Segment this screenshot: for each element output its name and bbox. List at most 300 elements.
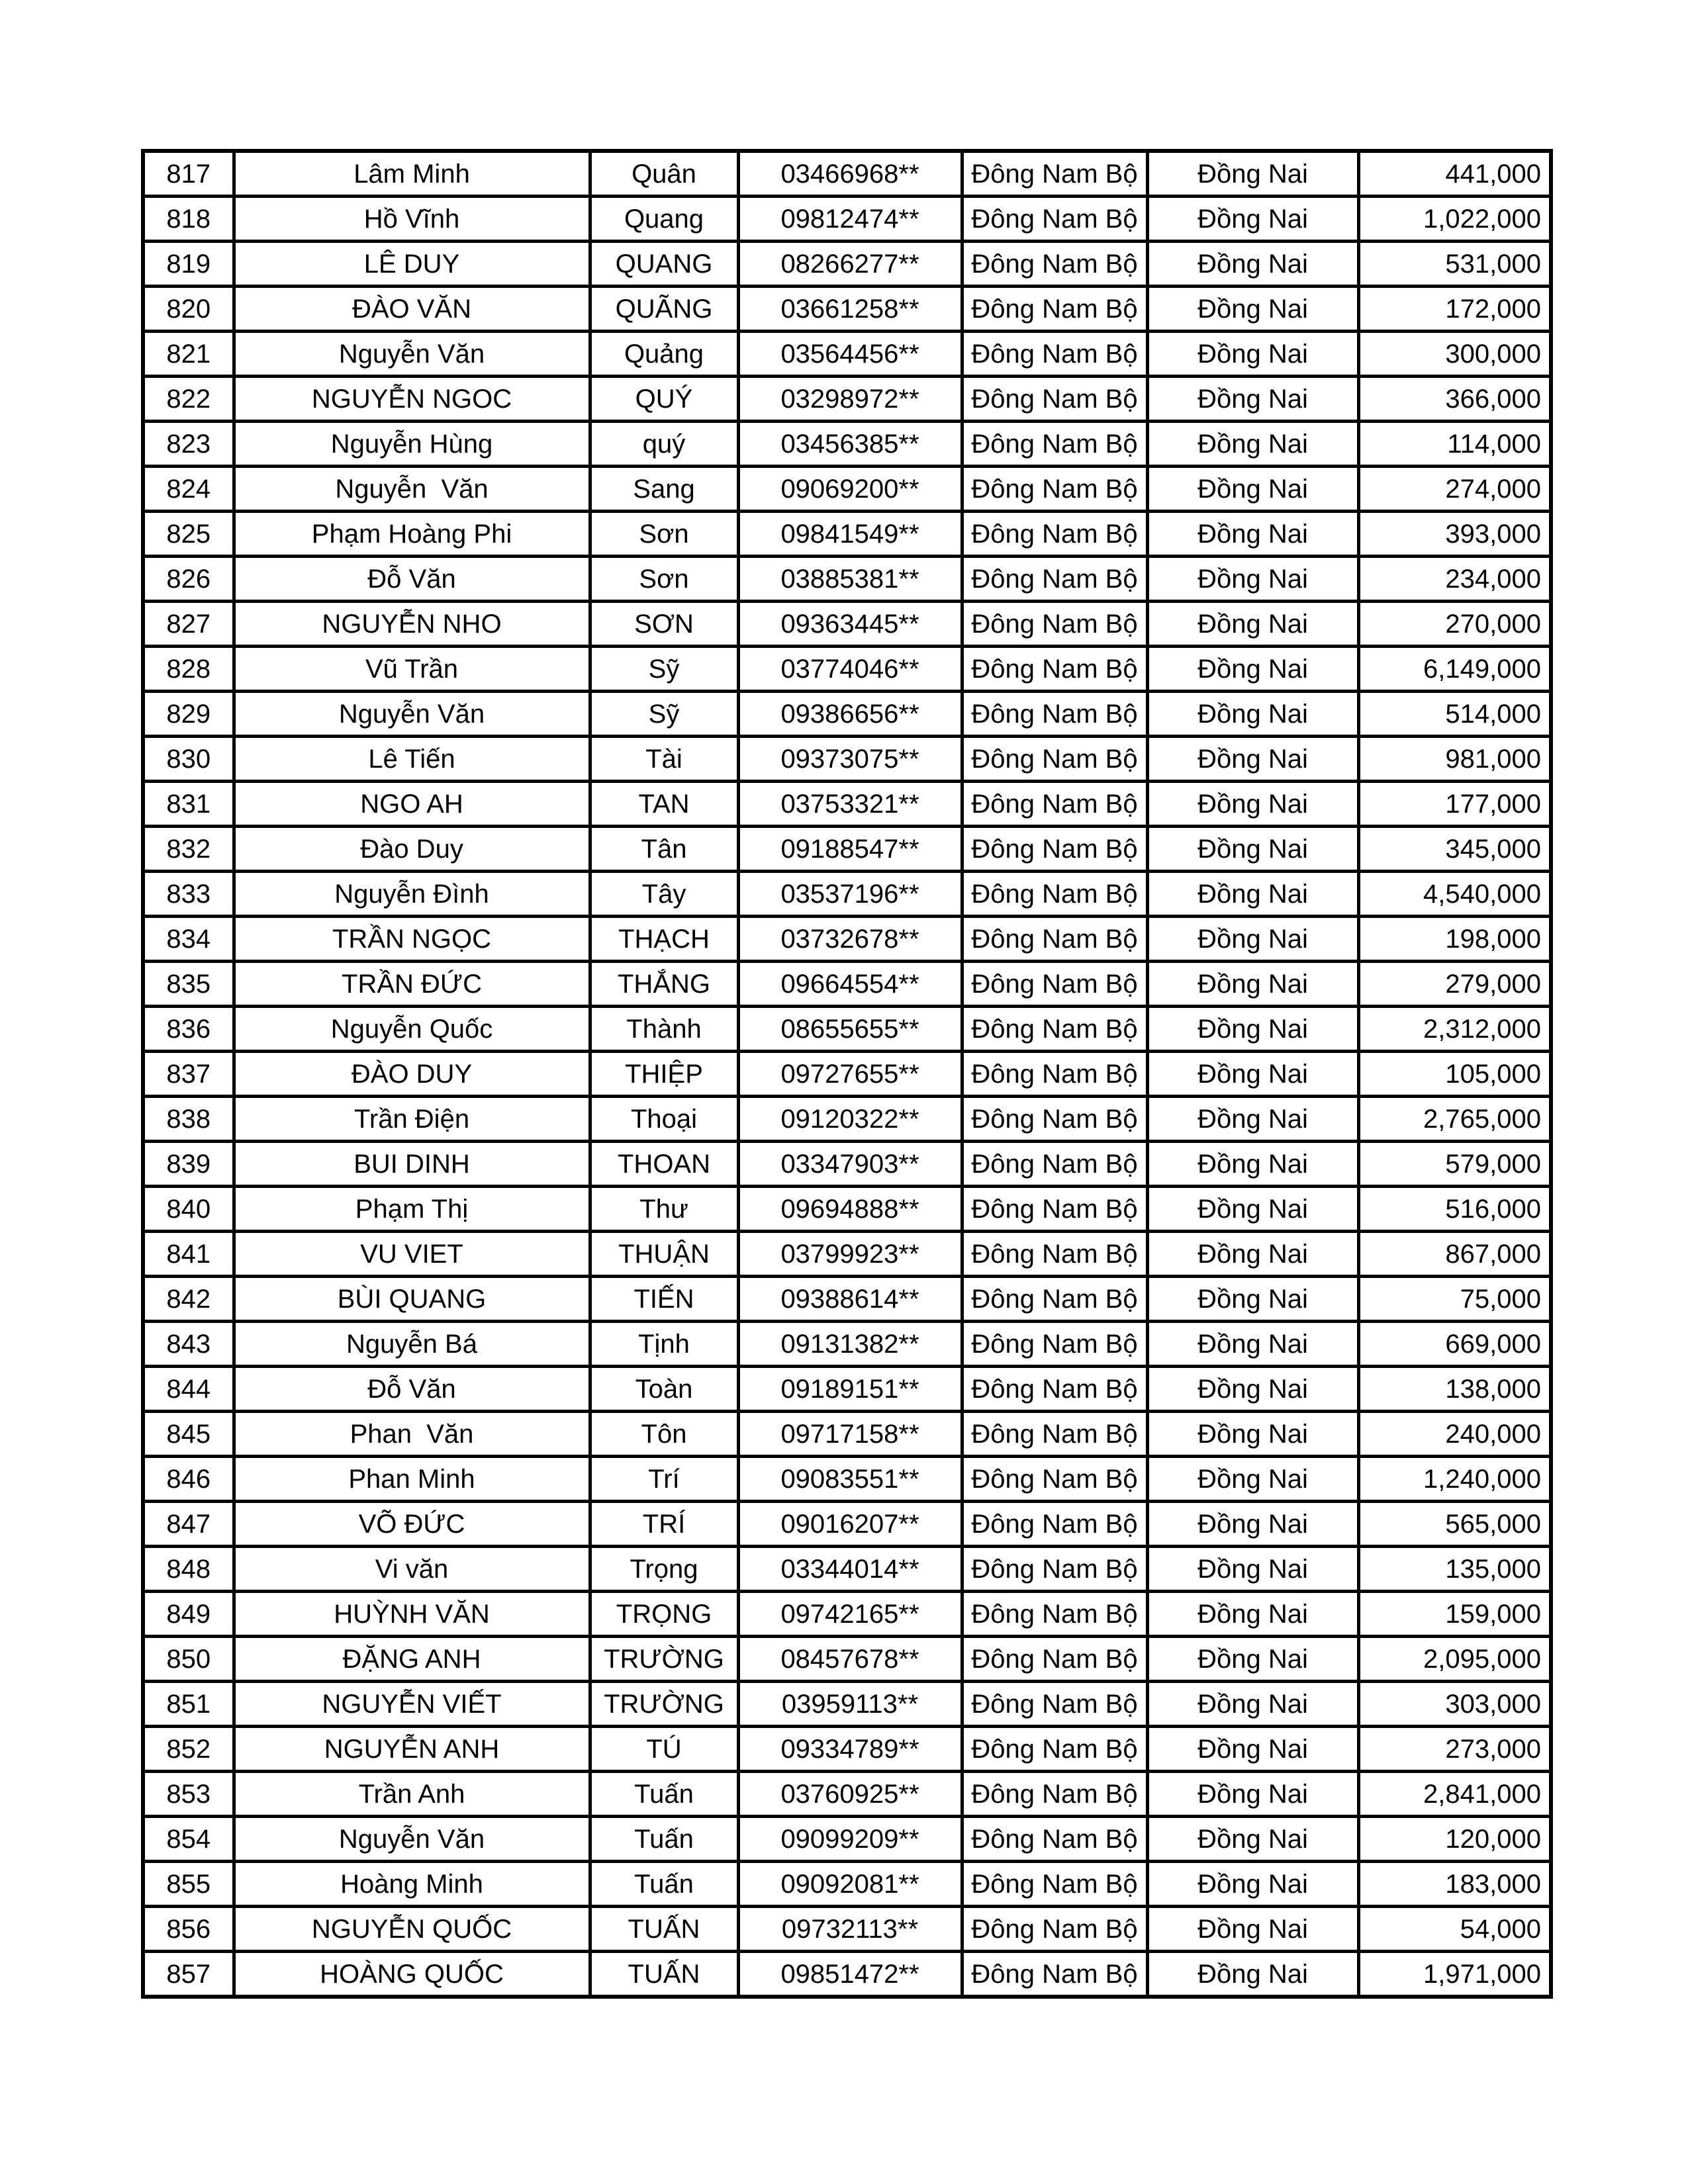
table-row	[143, 287, 1551, 332]
cell-region: Đông Nam Bộ	[962, 1187, 1147, 1232]
table-row	[143, 1187, 1551, 1232]
cell-province: Đồng Nai	[1147, 1097, 1358, 1142]
cell-id: 820	[143, 287, 234, 332]
cell-last-name: TRỌNG	[590, 1592, 738, 1637]
cell-last-name: Tuấn	[590, 1817, 738, 1862]
cell-phone: 09386656**	[738, 692, 962, 737]
cell-last-name: Sang	[590, 467, 738, 512]
cell-phone: 09851472**	[738, 1952, 962, 1997]
cell-province: Đồng Nai	[1147, 1142, 1358, 1187]
cell-first-name: BUI DINH	[234, 1142, 590, 1187]
cell-first-name: TRẦN ĐỨC	[234, 962, 590, 1007]
cell-province: Đồng Nai	[1147, 197, 1358, 242]
cell-amount: 6,149,000	[1358, 647, 1551, 692]
cell-province: Đồng Nai	[1147, 1907, 1358, 1952]
cell-amount: 300,000	[1358, 332, 1551, 377]
cell-id: 850	[143, 1637, 234, 1682]
cell-region: Đông Nam Bộ	[962, 1052, 1147, 1097]
cell-amount: 172,000	[1358, 287, 1551, 332]
cell-phone: 03537196**	[738, 872, 962, 917]
cell-region: Đông Nam Bộ	[962, 1637, 1147, 1682]
cell-region: Đông Nam Bộ	[962, 197, 1147, 242]
cell-first-name: Đào Duy	[234, 827, 590, 872]
cell-region: Đông Nam Bộ	[962, 1367, 1147, 1412]
table-row	[143, 917, 1551, 962]
cell-last-name: Sơn	[590, 557, 738, 602]
cell-last-name: Tân	[590, 827, 738, 872]
cell-amount: 514,000	[1358, 692, 1551, 737]
cell-region: Đông Nam Bộ	[962, 467, 1147, 512]
table-row	[143, 512, 1551, 557]
cell-id: 842	[143, 1277, 234, 1322]
cell-first-name: Nguyễn Hùng	[234, 422, 590, 467]
cell-province: Đồng Nai	[1147, 1547, 1358, 1592]
cell-id: 827	[143, 602, 234, 647]
cell-region: Đông Nam Bộ	[962, 1817, 1147, 1862]
table-row	[143, 1637, 1551, 1682]
cell-province: Đồng Nai	[1147, 737, 1358, 782]
cell-amount: 240,000	[1358, 1412, 1551, 1457]
table-row	[143, 1817, 1551, 1862]
cell-first-name: Hồ Vĩnh	[234, 197, 590, 242]
cell-id: 843	[143, 1322, 234, 1367]
table-row	[143, 602, 1551, 647]
table-row	[143, 151, 1551, 197]
cell-amount: 183,000	[1358, 1862, 1551, 1907]
cell-amount: 2,765,000	[1358, 1097, 1551, 1142]
cell-id: 823	[143, 422, 234, 467]
table-row	[143, 197, 1551, 242]
table-row	[143, 1142, 1551, 1187]
cell-last-name: TRƯỜNG	[590, 1637, 738, 1682]
cell-last-name: SƠN	[590, 602, 738, 647]
cell-first-name: LÊ DUY	[234, 242, 590, 287]
cell-amount: 345,000	[1358, 827, 1551, 872]
cell-id: 847	[143, 1502, 234, 1547]
donor-list-table	[141, 149, 1553, 1999]
table-row	[143, 1367, 1551, 1412]
cell-province: Đồng Nai	[1147, 827, 1358, 872]
cell-first-name: Nguyễn Văn	[234, 332, 590, 377]
cell-amount: 138,000	[1358, 1367, 1551, 1412]
cell-id: 822	[143, 377, 234, 422]
table-row	[143, 1277, 1551, 1322]
cell-region: Đông Nam Bộ	[962, 872, 1147, 917]
cell-phone: 09334789**	[738, 1727, 962, 1772]
cell-phone: 03774046**	[738, 647, 962, 692]
cell-first-name: Đỗ Văn	[234, 557, 590, 602]
cell-amount: 516,000	[1358, 1187, 1551, 1232]
table-row	[143, 242, 1551, 287]
cell-region: Đông Nam Bộ	[962, 962, 1147, 1007]
table-row	[143, 467, 1551, 512]
cell-province: Đồng Nai	[1147, 512, 1358, 557]
cell-province: Đồng Nai	[1147, 1637, 1358, 1682]
cell-phone: 03732678**	[738, 917, 962, 962]
cell-last-name: THẠCH	[590, 917, 738, 962]
cell-first-name: Phan Minh	[234, 1457, 590, 1502]
cell-last-name: THUẬN	[590, 1232, 738, 1277]
cell-last-name: Trọng	[590, 1547, 738, 1592]
cell-id: 849	[143, 1592, 234, 1637]
cell-first-name: BÙI QUANG	[234, 1277, 590, 1322]
cell-first-name: HOÀNG QUỐC	[234, 1952, 590, 1997]
cell-phone: 09742165**	[738, 1592, 962, 1637]
cell-first-name: NGUYỄN VIẾT	[234, 1682, 590, 1727]
cell-id: 819	[143, 242, 234, 287]
cell-province: Đồng Nai	[1147, 602, 1358, 647]
cell-phone: 09717158**	[738, 1412, 962, 1457]
cell-province: Đồng Nai	[1147, 1052, 1358, 1097]
table-row	[143, 647, 1551, 692]
cell-id: 844	[143, 1367, 234, 1412]
cell-province: Đồng Nai	[1147, 1367, 1358, 1412]
table-row	[143, 557, 1551, 602]
cell-first-name: ĐÀO DUY	[234, 1052, 590, 1097]
cell-amount: 1,240,000	[1358, 1457, 1551, 1502]
cell-phone: 03885381**	[738, 557, 962, 602]
table-row	[143, 1907, 1551, 1952]
table-row	[143, 1412, 1551, 1457]
cell-last-name: THOAN	[590, 1142, 738, 1187]
cell-amount: 393,000	[1358, 512, 1551, 557]
table-row	[143, 1682, 1551, 1727]
cell-region: Đông Nam Bộ	[962, 1547, 1147, 1592]
cell-last-name: Sỹ	[590, 692, 738, 737]
cell-region: Đông Nam Bộ	[962, 1412, 1147, 1457]
table-row	[143, 1322, 1551, 1367]
cell-phone: 09727655**	[738, 1052, 962, 1097]
cell-province: Đồng Nai	[1147, 1592, 1358, 1637]
cell-first-name: Phạm Thị	[234, 1187, 590, 1232]
cell-id: 825	[143, 512, 234, 557]
cell-id: 846	[143, 1457, 234, 1502]
cell-id: 855	[143, 1862, 234, 1907]
table-row	[143, 1547, 1551, 1592]
cell-first-name: Nguyễn Đình	[234, 872, 590, 917]
table-body	[143, 151, 1551, 1997]
cell-last-name: Tài	[590, 737, 738, 782]
cell-phone: 09120322**	[738, 1097, 962, 1142]
cell-first-name: Nguyễn Bá	[234, 1322, 590, 1367]
cell-amount: 1,971,000	[1358, 1952, 1551, 1997]
cell-phone: 09388614**	[738, 1277, 962, 1322]
cell-province: Đồng Nai	[1147, 1682, 1358, 1727]
cell-region: Đông Nam Bộ	[962, 422, 1147, 467]
cell-id: 839	[143, 1142, 234, 1187]
cell-amount: 105,000	[1358, 1052, 1551, 1097]
cell-province: Đồng Nai	[1147, 647, 1358, 692]
cell-phone: 09373075**	[738, 737, 962, 782]
cell-phone: 09016207**	[738, 1502, 962, 1547]
cell-last-name: Thoại	[590, 1097, 738, 1142]
cell-region: Đông Nam Bộ	[962, 1907, 1147, 1952]
cell-phone: 09131382**	[738, 1322, 962, 1367]
cell-phone: 09069200**	[738, 467, 962, 512]
cell-id: 836	[143, 1007, 234, 1052]
cell-region: Đông Nam Bộ	[962, 1682, 1147, 1727]
cell-last-name: Tây	[590, 872, 738, 917]
table-row	[143, 1052, 1551, 1097]
cell-id: 830	[143, 737, 234, 782]
cell-id: 834	[143, 917, 234, 962]
cell-id: 848	[143, 1547, 234, 1592]
table-row	[143, 1457, 1551, 1502]
cell-amount: 274,000	[1358, 467, 1551, 512]
cell-amount: 198,000	[1358, 917, 1551, 962]
cell-id: 840	[143, 1187, 234, 1232]
cell-last-name: Sơn	[590, 512, 738, 557]
cell-phone: 03661258**	[738, 287, 962, 332]
cell-first-name: NGUYỄN NGOC	[234, 377, 590, 422]
cell-first-name: ĐẶNG ANH	[234, 1637, 590, 1682]
cell-amount: 441,000	[1358, 151, 1551, 197]
cell-amount: 669,000	[1358, 1322, 1551, 1367]
cell-amount: 531,000	[1358, 242, 1551, 287]
cell-first-name: HUỲNH VĂN	[234, 1592, 590, 1637]
cell-phone: 03344014**	[738, 1547, 962, 1592]
cell-region: Đông Nam Bộ	[962, 1142, 1147, 1187]
cell-region: Đông Nam Bộ	[962, 1277, 1147, 1322]
cell-last-name: Quảng	[590, 332, 738, 377]
cell-phone: 03760925**	[738, 1772, 962, 1817]
cell-id: 841	[143, 1232, 234, 1277]
cell-first-name: Trần Điện	[234, 1097, 590, 1142]
cell-amount: 135,000	[1358, 1547, 1551, 1592]
table-row	[143, 1952, 1551, 1997]
cell-last-name: Tôn	[590, 1412, 738, 1457]
cell-last-name: Tuấn	[590, 1862, 738, 1907]
cell-last-name: Thư	[590, 1187, 738, 1232]
cell-province: Đồng Nai	[1147, 962, 1358, 1007]
cell-id: 838	[143, 1097, 234, 1142]
cell-id: 835	[143, 962, 234, 1007]
cell-province: Đồng Nai	[1147, 422, 1358, 467]
cell-last-name: Trí	[590, 1457, 738, 1502]
cell-id: 852	[143, 1727, 234, 1772]
cell-phone: 09812474**	[738, 197, 962, 242]
cell-province: Đồng Nai	[1147, 1727, 1358, 1772]
cell-province: Đồng Nai	[1147, 1322, 1358, 1367]
cell-last-name: TRÍ	[590, 1502, 738, 1547]
cell-last-name: Quân	[590, 151, 738, 197]
cell-amount: 981,000	[1358, 737, 1551, 782]
cell-region: Đông Nam Bộ	[962, 377, 1147, 422]
cell-amount: 114,000	[1358, 422, 1551, 467]
cell-last-name: Tịnh	[590, 1322, 738, 1367]
cell-last-name: TIẾN	[590, 1277, 738, 1322]
cell-region: Đông Nam Bộ	[962, 1592, 1147, 1637]
cell-region: Đông Nam Bộ	[962, 242, 1147, 287]
cell-phone: 09188547**	[738, 827, 962, 872]
cell-phone: 09363445**	[738, 602, 962, 647]
cell-region: Đông Nam Bộ	[962, 151, 1147, 197]
cell-first-name: ĐÀO VĂN	[234, 287, 590, 332]
cell-region: Đông Nam Bộ	[962, 287, 1147, 332]
cell-phone: 09099209**	[738, 1817, 962, 1862]
cell-amount: 366,000	[1358, 377, 1551, 422]
table-row	[143, 1007, 1551, 1052]
cell-province: Đồng Nai	[1147, 1412, 1358, 1457]
cell-phone: 03347903**	[738, 1142, 962, 1187]
cell-phone: 03799923**	[738, 1232, 962, 1277]
cell-amount: 2,841,000	[1358, 1772, 1551, 1817]
cell-amount: 177,000	[1358, 782, 1551, 827]
table-row	[143, 962, 1551, 1007]
cell-region: Đông Nam Bộ	[962, 647, 1147, 692]
cell-region: Đông Nam Bộ	[962, 1952, 1147, 1997]
cell-last-name: TUẤN	[590, 1907, 738, 1952]
cell-first-name: Hoàng Minh	[234, 1862, 590, 1907]
cell-last-name: Tuấn	[590, 1772, 738, 1817]
cell-region: Đông Nam Bộ	[962, 782, 1147, 827]
cell-last-name: TUẤN	[590, 1952, 738, 1997]
cell-region: Đông Nam Bộ	[962, 1502, 1147, 1547]
cell-amount: 303,000	[1358, 1682, 1551, 1727]
table-row	[143, 1097, 1551, 1142]
cell-first-name: Nguyễn Văn	[234, 467, 590, 512]
cell-id: 845	[143, 1412, 234, 1457]
cell-region: Đông Nam Bộ	[962, 1457, 1147, 1502]
cell-id: 817	[143, 151, 234, 197]
cell-phone: 03298972**	[738, 377, 962, 422]
cell-region: Đông Nam Bộ	[962, 737, 1147, 782]
cell-first-name: NGUYỄN QUỐC	[234, 1907, 590, 1952]
table-row	[143, 1502, 1551, 1547]
cell-amount: 54,000	[1358, 1907, 1551, 1952]
cell-first-name: Vũ Trần	[234, 647, 590, 692]
cell-region: Đông Nam Bộ	[962, 692, 1147, 737]
cell-id: 821	[143, 332, 234, 377]
cell-first-name: Nguyễn Quốc	[234, 1007, 590, 1052]
cell-province: Đồng Nai	[1147, 1952, 1358, 1997]
cell-id: 853	[143, 1772, 234, 1817]
cell-amount: 579,000	[1358, 1142, 1551, 1187]
cell-id: 831	[143, 782, 234, 827]
cell-id: 829	[143, 692, 234, 737]
cell-province: Đồng Nai	[1147, 1862, 1358, 1907]
cell-id: 854	[143, 1817, 234, 1862]
cell-last-name: TÚ	[590, 1727, 738, 1772]
table-row	[143, 1862, 1551, 1907]
cell-first-name: NGUYỄN ANH	[234, 1727, 590, 1772]
cell-province: Đồng Nai	[1147, 1502, 1358, 1547]
cell-last-name: Quang	[590, 197, 738, 242]
table-row	[143, 1772, 1551, 1817]
cell-phone: 09694888**	[738, 1187, 962, 1232]
cell-first-name: VU VIET	[234, 1232, 590, 1277]
cell-province: Đồng Nai	[1147, 1007, 1358, 1052]
cell-province: Đồng Nai	[1147, 782, 1358, 827]
cell-first-name: Trần Anh	[234, 1772, 590, 1817]
cell-last-name: TAN	[590, 782, 738, 827]
cell-last-name: QUÃNG	[590, 287, 738, 332]
cell-first-name: Phan Văn	[234, 1412, 590, 1457]
cell-phone: 03959113**	[738, 1682, 962, 1727]
cell-phone: 03753321**	[738, 782, 962, 827]
table-row	[143, 737, 1551, 782]
cell-province: Đồng Nai	[1147, 1187, 1358, 1232]
table-row	[143, 827, 1551, 872]
table-row	[143, 1592, 1551, 1637]
cell-last-name: QUANG	[590, 242, 738, 287]
cell-id: 824	[143, 467, 234, 512]
cell-region: Đông Nam Bộ	[962, 512, 1147, 557]
cell-phone: 09092081**	[738, 1862, 962, 1907]
cell-first-name: Lê Tiến	[234, 737, 590, 782]
cell-province: Đồng Nai	[1147, 377, 1358, 422]
cell-last-name: THIỆP	[590, 1052, 738, 1097]
cell-region: Đông Nam Bộ	[962, 602, 1147, 647]
cell-region: Đông Nam Bộ	[962, 917, 1147, 962]
cell-province: Đồng Nai	[1147, 692, 1358, 737]
cell-id: 851	[143, 1682, 234, 1727]
cell-province: Đồng Nai	[1147, 332, 1358, 377]
cell-id: 856	[143, 1907, 234, 1952]
cell-region: Đông Nam Bộ	[962, 1772, 1147, 1817]
cell-province: Đồng Nai	[1147, 917, 1358, 962]
cell-region: Đông Nam Bộ	[962, 1862, 1147, 1907]
cell-id: 828	[143, 647, 234, 692]
cell-region: Đông Nam Bộ	[962, 1007, 1147, 1052]
cell-last-name: THẮNG	[590, 962, 738, 1007]
cell-last-name: QUÝ	[590, 377, 738, 422]
cell-province: Đồng Nai	[1147, 1457, 1358, 1502]
cell-phone: 09189151**	[738, 1367, 962, 1412]
cell-phone: 09732113**	[738, 1907, 962, 1952]
cell-amount: 867,000	[1358, 1232, 1551, 1277]
cell-first-name: Lâm Minh	[234, 151, 590, 197]
cell-amount: 159,000	[1358, 1592, 1551, 1637]
cell-amount: 565,000	[1358, 1502, 1551, 1547]
cell-phone: 03456385**	[738, 422, 962, 467]
cell-last-name: Thành	[590, 1007, 738, 1052]
cell-phone: 08457678**	[738, 1637, 962, 1682]
table-row	[143, 422, 1551, 467]
cell-province: Đồng Nai	[1147, 467, 1358, 512]
cell-region: Đông Nam Bộ	[962, 1232, 1147, 1277]
cell-phone: 03466968**	[738, 151, 962, 197]
table-row	[143, 1232, 1551, 1277]
table-row	[143, 872, 1551, 917]
cell-amount: 279,000	[1358, 962, 1551, 1007]
cell-region: Đông Nam Bộ	[962, 1322, 1147, 1367]
cell-province: Đồng Nai	[1147, 1772, 1358, 1817]
cell-region: Đông Nam Bộ	[962, 332, 1147, 377]
cell-last-name: quý	[590, 422, 738, 467]
cell-province: Đồng Nai	[1147, 1232, 1358, 1277]
cell-first-name: VÕ ĐỨC	[234, 1502, 590, 1547]
cell-id: 857	[143, 1952, 234, 1997]
table-row	[143, 1727, 1551, 1772]
cell-amount: 2,095,000	[1358, 1637, 1551, 1682]
cell-id: 833	[143, 872, 234, 917]
cell-province: Đồng Nai	[1147, 1817, 1358, 1862]
cell-phone: 08655655**	[738, 1007, 962, 1052]
cell-amount: 4,540,000	[1358, 872, 1551, 917]
cell-amount: 273,000	[1358, 1727, 1551, 1772]
cell-phone: 03564456**	[738, 332, 962, 377]
table-row	[143, 332, 1551, 377]
cell-region: Đông Nam Bộ	[962, 1097, 1147, 1142]
cell-id: 837	[143, 1052, 234, 1097]
cell-last-name: TRƯỜNG	[590, 1682, 738, 1727]
cell-id: 826	[143, 557, 234, 602]
cell-amount: 234,000	[1358, 557, 1551, 602]
table-row	[143, 692, 1551, 737]
cell-last-name: Sỹ	[590, 647, 738, 692]
cell-first-name: Vi văn	[234, 1547, 590, 1592]
